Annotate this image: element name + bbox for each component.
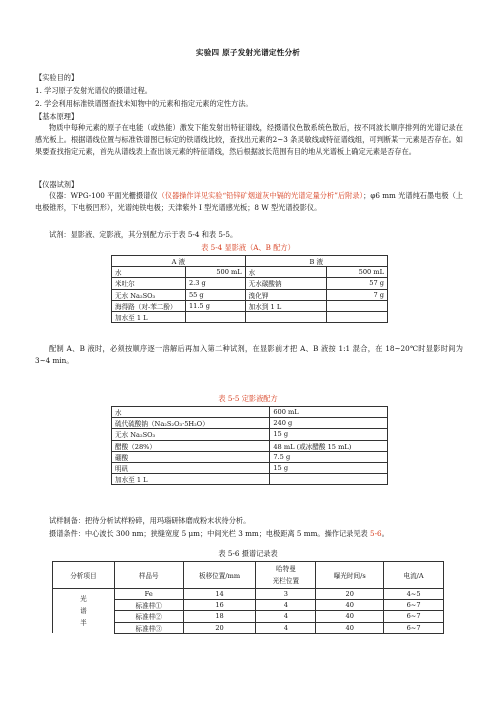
table-row bbox=[112, 267, 388, 278]
table-cell: 无水 Na₂SO₃ bbox=[112, 429, 270, 440]
table-5-4 bbox=[111, 255, 388, 323]
table-cell bbox=[327, 300, 388, 311]
table-5-5 bbox=[111, 406, 388, 485]
instrument-text bbox=[35, 190, 463, 214]
table-cell: 7.5 g bbox=[270, 451, 388, 462]
table-cell: 20 bbox=[183, 622, 256, 633]
table-row bbox=[112, 278, 388, 289]
header-hartmann bbox=[256, 562, 316, 589]
table-row bbox=[112, 407, 388, 418]
project-char: 半 bbox=[80, 619, 87, 628]
table-row bbox=[112, 440, 388, 451]
table-cell: 水 bbox=[245, 267, 327, 278]
instrument-text-b: ；φ6 mm 光谱纯石墨电极（上电极锥形，下电极凹形），光谱纯铁电极；天津紫外 I 型光谱感光板；8 W 型光谱投影仪。 bbox=[35, 191, 463, 213]
table-row bbox=[112, 289, 388, 300]
table-head-b: B 液 bbox=[245, 256, 387, 267]
project-cell bbox=[53, 589, 115, 634]
condition-text-b: 。 bbox=[381, 529, 389, 538]
condition-text bbox=[35, 529, 477, 538]
table-cell bbox=[245, 311, 327, 322]
table-cell: 40 bbox=[316, 600, 384, 611]
table-cell: 加水至 1 L bbox=[112, 311, 186, 322]
purpose-header: 【实验目的】 bbox=[35, 73, 79, 82]
condition-table-ref: 5-6 bbox=[367, 529, 382, 538]
table-cell bbox=[270, 474, 388, 485]
condition-text-a: 摄谱条件：中心波长 300 nm；狭缝宽度 5 μm；中间光栏 3 mm；电极距离 5 mm。操作记录见表 bbox=[49, 529, 368, 538]
table-cell: 6~7 bbox=[384, 600, 444, 611]
principle-header: 【基本原理】 bbox=[35, 112, 79, 121]
table-cell: 明矾 bbox=[112, 462, 270, 473]
project-char: 谱 bbox=[80, 607, 87, 616]
table-cell: 无水碳酸钠 bbox=[245, 278, 327, 289]
table-5-6-caption: 表 5-6 摄谱记录表 bbox=[218, 549, 278, 558]
table-cell: 40 bbox=[316, 622, 384, 633]
page-title: 实验四 原子发射光谱定性分析 bbox=[195, 48, 301, 57]
header-hartmann-line1: 哈特曼 bbox=[276, 565, 296, 573]
table-row bbox=[112, 451, 388, 462]
table-cell: 标准样② bbox=[114, 611, 183, 622]
table-5-4-caption: 表 5-4 显影液（A、B 配方） bbox=[201, 243, 295, 252]
header-sample: 样品号 bbox=[114, 562, 183, 589]
instrument-text-a: 仪器：WPG-100 平面光栅摄谱仪 bbox=[49, 191, 158, 200]
header-current: 电流/A bbox=[384, 562, 444, 589]
table-cell bbox=[327, 311, 388, 322]
project-char: 光 bbox=[80, 595, 87, 604]
table-cell: 4 bbox=[256, 611, 316, 622]
instrument-header: 【仪器试剂】 bbox=[35, 180, 79, 189]
table-cell: 无水 Na₂SO₃ bbox=[112, 289, 186, 300]
table-cell: 500 mL bbox=[185, 267, 245, 278]
table-row bbox=[112, 256, 388, 267]
table-cell: 水 bbox=[112, 407, 270, 418]
table-cell: 4~5 bbox=[384, 589, 444, 600]
table-row bbox=[112, 300, 388, 311]
principle-text: 物质中每种元素的原子在电能（或热能）激发下能发射出特征谱线，经摄谱仪色散系统色散后，按不同波长顺序排列的光谱记录在感光板上。根据谱线位置与标准铁谱图已标定的铁谱线比较，查找出元素的2~3 条灵敏线或特征谱线组，可判断某一元素是否存在。如果要查找指定元素，首先从谱线表上查出该元素的特征谱线，然后根据波长范围有目的地从光谱板上确定元素是否存在。 bbox=[35, 123, 463, 157]
table-cell: 硼酸 bbox=[112, 451, 270, 462]
table-cell: 标准样③ bbox=[114, 622, 183, 633]
table-row bbox=[112, 474, 388, 485]
table-cell: 4 bbox=[256, 622, 316, 633]
table-cell: 醋酸（28%） bbox=[112, 440, 270, 451]
table-cell: 6~7 bbox=[384, 622, 444, 633]
header-plate-position: 板移位置/mm bbox=[183, 562, 256, 589]
table-cell: 11.5 g bbox=[185, 300, 245, 311]
reagent-text: 试剂：显影液、定影液，其分别配方示于表 5-4 和表 5-5。 bbox=[49, 230, 238, 239]
table-row bbox=[112, 429, 388, 440]
table-cell: 硫代硫酸钠（Na₂S₂O₃·5H₂O） bbox=[112, 418, 270, 429]
table-cell: 标准样① bbox=[114, 600, 183, 611]
table-cell: 500 mL bbox=[327, 267, 388, 278]
table-row bbox=[112, 418, 388, 429]
purpose-item-1: 1. 学习原子发射光谱仪的摄谱过程。 bbox=[35, 86, 152, 95]
table-5-6 bbox=[52, 561, 444, 634]
table-cell: 4 bbox=[256, 600, 316, 611]
table-row bbox=[112, 311, 388, 322]
table-cell: 48 mL (或冰醋酸 15 mL) bbox=[270, 440, 388, 451]
sample-text: 试样制备：把待分析试样粉碎，用玛瑙研钵磨成粉末状待分析。 bbox=[49, 516, 251, 525]
table-cell: 3 bbox=[256, 589, 316, 600]
table-cell: 14 bbox=[183, 589, 256, 600]
table-cell: 240 g bbox=[270, 418, 388, 429]
table-cell: 米吐尔 bbox=[112, 278, 186, 289]
header-project: 分析项目 bbox=[53, 562, 115, 589]
table-cell: 40 bbox=[316, 611, 384, 622]
table-cell: 16 bbox=[183, 600, 256, 611]
table-cell: 20 bbox=[316, 589, 384, 600]
header-exposure-time bbox=[316, 562, 384, 589]
table-cell: 7 g bbox=[327, 289, 388, 300]
table-cell: 水 bbox=[112, 267, 186, 278]
table-cell: 57 g bbox=[327, 278, 388, 289]
table-cell: 55 g bbox=[185, 289, 245, 300]
table-cell: 6~7 bbox=[384, 611, 444, 622]
table-cell: 加水至 1 L bbox=[112, 474, 270, 485]
table-cell: 2.3 g bbox=[185, 278, 245, 289]
table-cell: Fe bbox=[114, 589, 183, 600]
table-cell: 加水到 1 L bbox=[245, 300, 327, 311]
table-row bbox=[112, 462, 388, 473]
header-hartmann-line2: 光栏位置 bbox=[272, 577, 300, 585]
instrument-reference: （仪器操作详见实验“铅锌矿烟道灰中镉的光谱定量分析”后附录） bbox=[157, 191, 364, 200]
table-cell: 15 g bbox=[270, 429, 388, 440]
table-5-5-caption: 表 5-5 定影液配方 bbox=[218, 394, 278, 403]
header-exposure-label: 曝光时间/s bbox=[333, 572, 366, 580]
mix-text: 配制 A、B 液时，必须按顺序逐一溶解后再加入第二种试剂，在显影前才把 A、B 液按 1:1 混合，在 18~20℃时显影时间为 3~4 min。 bbox=[35, 344, 463, 366]
table-cell: 溴化钾 bbox=[245, 289, 327, 300]
table-header-row bbox=[53, 562, 444, 589]
table-head-a: A 液 bbox=[112, 256, 246, 267]
table-cell: 海得路（对-苯二酚） bbox=[112, 300, 186, 311]
table-cell: 18 bbox=[183, 611, 256, 622]
table-row bbox=[53, 589, 444, 600]
table-cell bbox=[185, 311, 245, 322]
table-cell: 15 g bbox=[270, 462, 388, 473]
purpose-item-2: 2. 学会利用标准铁谱图查找未知物中的元素和指定元素的定性方法。 bbox=[35, 99, 253, 108]
table-cell: 600 mL bbox=[270, 407, 388, 418]
